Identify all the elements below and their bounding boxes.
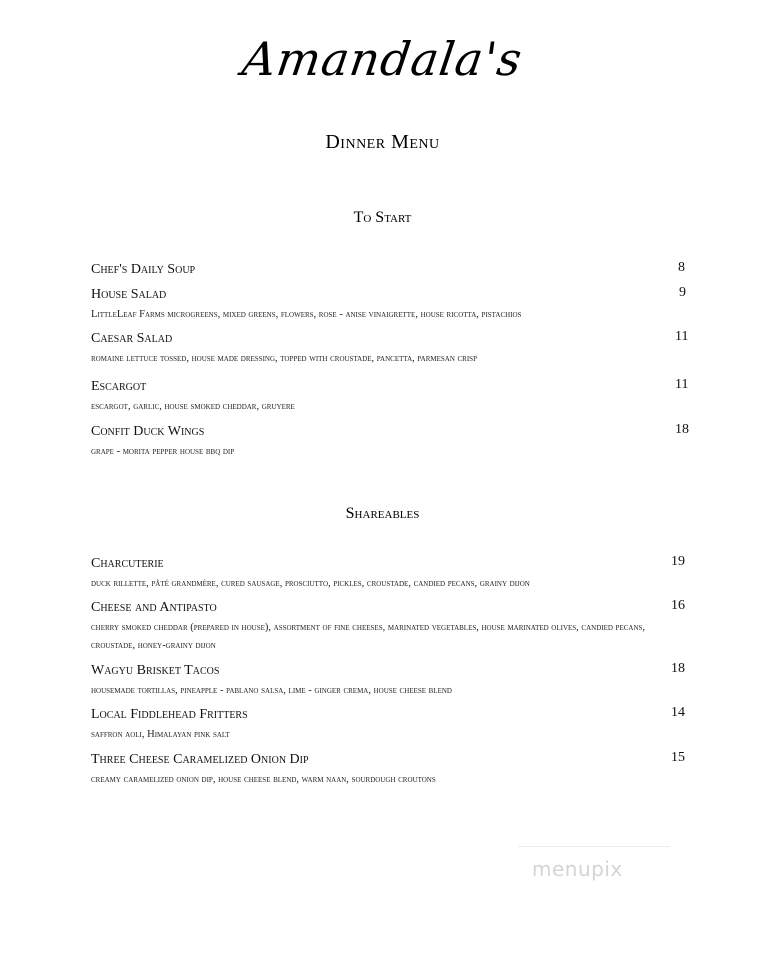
menu-item [91,377,696,416]
item-price: 11 [675,329,689,344]
item-name: Three Cheese Caramelized Onion Dip [91,752,309,767]
watermark-divider [518,846,670,847]
menu-item [91,285,696,324]
menu-item [91,705,696,744]
item-description: romaine lettuce tossed, house made dressing, topped with croustade, pancetta, parmesan crisp [91,353,477,364]
item-price: 18 [671,661,685,676]
item-price: 11 [675,377,689,392]
item-description: saffron aoli, Himalayan pink salt [91,729,230,740]
item-name: Confit Duck Wings [91,424,205,439]
restaurant-logo: Amandala's [239,32,526,86]
item-price: 14 [671,705,685,720]
item-price: 16 [671,598,685,613]
item-description: cherry smoked cheddar (prepared in house), assortment of fine cheeses, marinated vegetables, house marinated olives, candied pecans, croustade, honey-grainy dijon [91,622,646,651]
item-description: escargot, garlic, house smoked cheddar, gruyere [91,401,295,412]
item-name: Charcuterie [91,556,164,571]
section-title-shareables: Shareables [345,505,420,522]
item-description: creamy caramelized onion dip, house cheese blend, warm naan, sourdough croutons [91,774,436,785]
menu-item [91,598,696,655]
item-name: Chef's Daily Soup [91,262,196,277]
item-price: 9 [679,285,686,300]
menu-item [91,422,696,461]
item-description: LittleLeaf Farms microgreens, mixed greens, flowers, rose - anise vinaigrette, house ricotta, pistachios [91,309,522,320]
item-name: Local Fiddlehead Fritters [91,707,248,722]
menu-item [91,329,696,368]
menu-title: Dinner Menu [325,131,440,153]
item-description: duck rillette, pâté grandmère, cured sausage, prosciutto, pickles, croustade, candied pecans, grainy dijon [91,578,530,589]
item-price: 18 [675,422,689,437]
item-price: 15 [671,750,685,765]
watermark-logo: menupix [532,857,623,881]
item-name: Caesar Salad [91,331,173,346]
item-name: Cheese and Antipasto [91,600,217,615]
item-name: House Salad [91,287,167,302]
menu-item [91,750,696,789]
section-title-to-start: To Start [353,209,412,226]
item-description: grape - morita pepper house bbq dip [91,446,235,457]
item-description: housemade tortillas, pineapple - pablano salsa, lime - ginger crema, house cheese blend [91,685,452,696]
item-name: Wagyu Brisket Tacos [91,663,220,678]
menu-item [91,554,696,593]
item-name: Escargot [91,379,147,394]
item-price: 8 [678,260,685,275]
menu-item [91,661,696,700]
menu-item [91,260,696,280]
item-price: 19 [671,554,685,569]
